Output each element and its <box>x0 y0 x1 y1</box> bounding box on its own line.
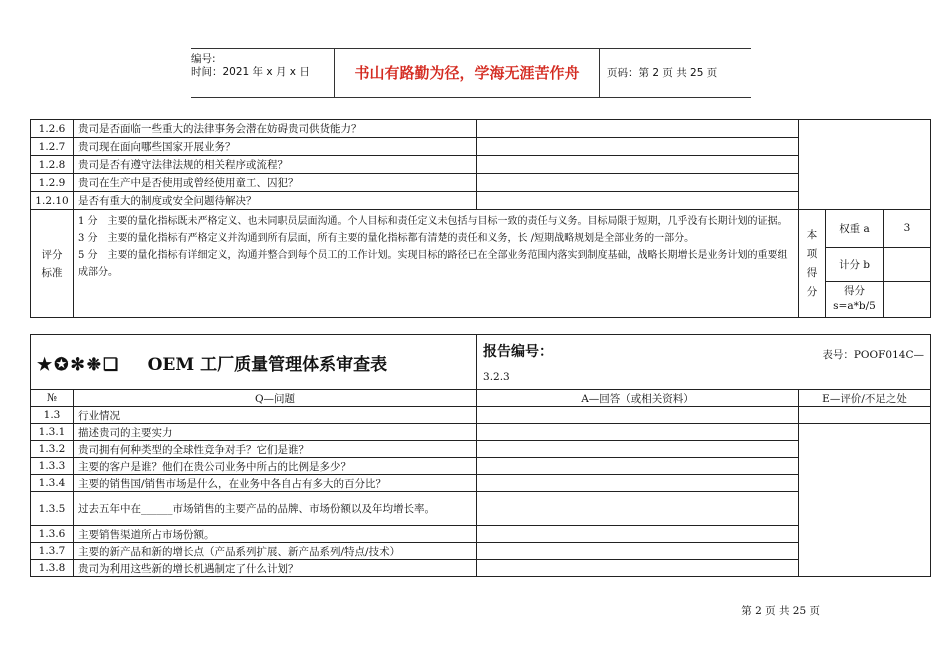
question-text: 主要的客户是谁？他们在贵公司业务中所占的比例是多少？ <box>74 458 477 475</box>
table-row <box>31 120 931 138</box>
row-number: 1.2.7 <box>31 138 74 156</box>
row-number: 1.3.3 <box>31 458 74 475</box>
criteria-label: 评分标准 <box>31 210 74 318</box>
criteria-3: 3 分 主要的量化指标有严格定义并沟通到所有层面，所有主要的量化指标都有清楚的责任和义务，长 /短期战略规划是全部业务的一部分。 <box>78 233 695 244</box>
criteria-row <box>31 210 931 318</box>
col-header-evaluation: E—评价/不足之处 <box>799 390 931 407</box>
criteria-1: 1 分 主要的量化指标既未严格定义、也未同职员层面沟通。个人目标和责任定义未包括与目标一致的责任与义务。目标局限于短期，几乎没有长期计划的证据。 <box>78 216 788 227</box>
criteria-text <box>74 210 799 318</box>
weight-label: 权重 a <box>826 210 884 247</box>
final-formula: s=a*b/5 <box>833 300 876 313</box>
section1-table <box>30 119 931 318</box>
table-row <box>31 174 931 192</box>
answer-cell[interactable] <box>477 475 799 492</box>
table-row <box>31 475 931 492</box>
row-number: 1.3.4 <box>31 475 74 492</box>
question-text: 贵司在生产中是否使用或曾经使用童工、囚犯？ <box>74 174 477 192</box>
answer-cell[interactable] <box>477 174 799 192</box>
evaluation-cell[interactable] <box>799 120 931 210</box>
question-text: 贵司为利用这些新的增长机遇制定了什么计划？ <box>74 560 477 577</box>
form-number: 表号：POOF014C— <box>822 349 925 361</box>
form-title-cell <box>31 335 477 390</box>
question-text: 贵司拥有何种类型的全球性竞争对手？它们是谁？ <box>74 441 477 458</box>
evaluation-cell[interactable] <box>799 424 931 577</box>
answer-cell[interactable] <box>477 424 799 441</box>
row-number: 1.3.1 <box>31 424 74 441</box>
decorative-symbols-icon: ★✪✻❉❏ <box>37 354 121 375</box>
row-number: 1.2.10 <box>31 192 74 210</box>
question-text: 主要销售渠道所占市场份额。 <box>74 526 477 543</box>
table-row <box>31 156 931 174</box>
page-footer: 第 2 页 共 25 页 <box>741 605 820 617</box>
page-header <box>191 48 751 98</box>
answer-cell[interactable] <box>477 138 799 156</box>
col-header-no: № <box>31 390 74 407</box>
question-text: 主要的新产品和新的增长点（产品系列扩展、新产品系列/特点/技术） <box>74 543 477 560</box>
section2-table <box>30 334 931 577</box>
table-row <box>31 441 931 458</box>
row-number: 1.3.8 <box>31 560 74 577</box>
header-motto: 书山有路勤为径，学海无涯苦作舟 <box>334 49 600 97</box>
report-number-cell <box>477 335 931 390</box>
table-row <box>31 560 931 577</box>
question-text: 贵司是否有遵守法律法规的相关程序或流程？ <box>74 156 477 174</box>
question-text: 贵司现在面向哪些国家开展业务？ <box>74 138 477 156</box>
score-box <box>799 210 931 318</box>
criteria-5: 5 分 主要的量化指标有详细定义，沟通并整合到每个员工的工作计划。实现目标的路径已在全部业务范围内落实到制度基础，战略长期增长是业务计划的重要组成部分。 <box>78 250 788 278</box>
row-number: 1.2.9 <box>31 174 74 192</box>
answer-cell[interactable] <box>477 407 799 424</box>
answer-cell[interactable] <box>477 458 799 475</box>
final-score-value[interactable] <box>884 281 931 317</box>
header-page-info: 页码：第 2 页 共 25 页 <box>607 67 718 79</box>
section-row <box>31 407 931 424</box>
answer-cell[interactable] <box>477 543 799 560</box>
score-b-value[interactable] <box>884 247 931 281</box>
final-label: 得分 <box>844 285 865 298</box>
row-number: 1.2.6 <box>31 120 74 138</box>
score-label: 本项得分 <box>799 210 826 317</box>
header-meta <box>191 49 334 97</box>
score-b-label: 计分 b <box>826 247 884 281</box>
form-title-row <box>31 335 931 390</box>
table-row <box>31 192 931 210</box>
table-row <box>31 492 931 526</box>
row-number: 1.3.5 <box>31 492 74 526</box>
row-number: 1.3.7 <box>31 543 74 560</box>
table-row <box>31 543 931 560</box>
section-number: 1.3 <box>31 407 74 424</box>
answer-cell[interactable] <box>477 526 799 543</box>
final-score-cell <box>826 281 884 317</box>
section-name: 行业情况 <box>74 407 477 424</box>
report-number-label: 报告编号： <box>483 344 554 360</box>
answer-cell[interactable] <box>477 120 799 138</box>
row-number: 1.3.6 <box>31 526 74 543</box>
weight-value: 3 <box>884 210 931 247</box>
header-number-label: 编号: <box>191 53 216 65</box>
answer-cell[interactable] <box>477 560 799 577</box>
table-row <box>31 526 931 543</box>
question-text: 描述贵司的主要实力 <box>74 424 477 441</box>
question-text: 主要的销售国/销售市场是什么，在业务中各自占有多大的百分比？ <box>74 475 477 492</box>
column-header-row <box>31 390 931 407</box>
question-text: 是否有重大的制度或安全问题待解决？ <box>74 192 477 210</box>
col-header-answer: A—回答（或相关资料） <box>477 390 799 407</box>
form-version: 3.2.3 <box>483 371 510 383</box>
answer-cell[interactable] <box>477 192 799 210</box>
question-text: 过去五年中在______市场销售的主要产品的品牌、市场份额以及年均增长率。 <box>74 492 477 526</box>
table-row <box>31 138 931 156</box>
answer-cell[interactable] <box>477 492 799 526</box>
row-number: 1.2.8 <box>31 156 74 174</box>
row-number: 1.3.2 <box>31 441 74 458</box>
form-title: OEM 工厂质量管理体系审查表 <box>147 354 388 375</box>
table-row <box>31 458 931 475</box>
col-header-question: Q—问题 <box>74 390 477 407</box>
answer-cell[interactable] <box>477 156 799 174</box>
evaluation-cell[interactable] <box>799 407 931 424</box>
table-row <box>31 424 931 441</box>
question-text: 贵司是否面临一些重大的法律事务会潜在妨碍贵司供货能力？ <box>74 120 477 138</box>
answer-cell[interactable] <box>477 441 799 458</box>
header-time-label: 时间：2021 年 x 月 x 日 <box>191 66 310 78</box>
